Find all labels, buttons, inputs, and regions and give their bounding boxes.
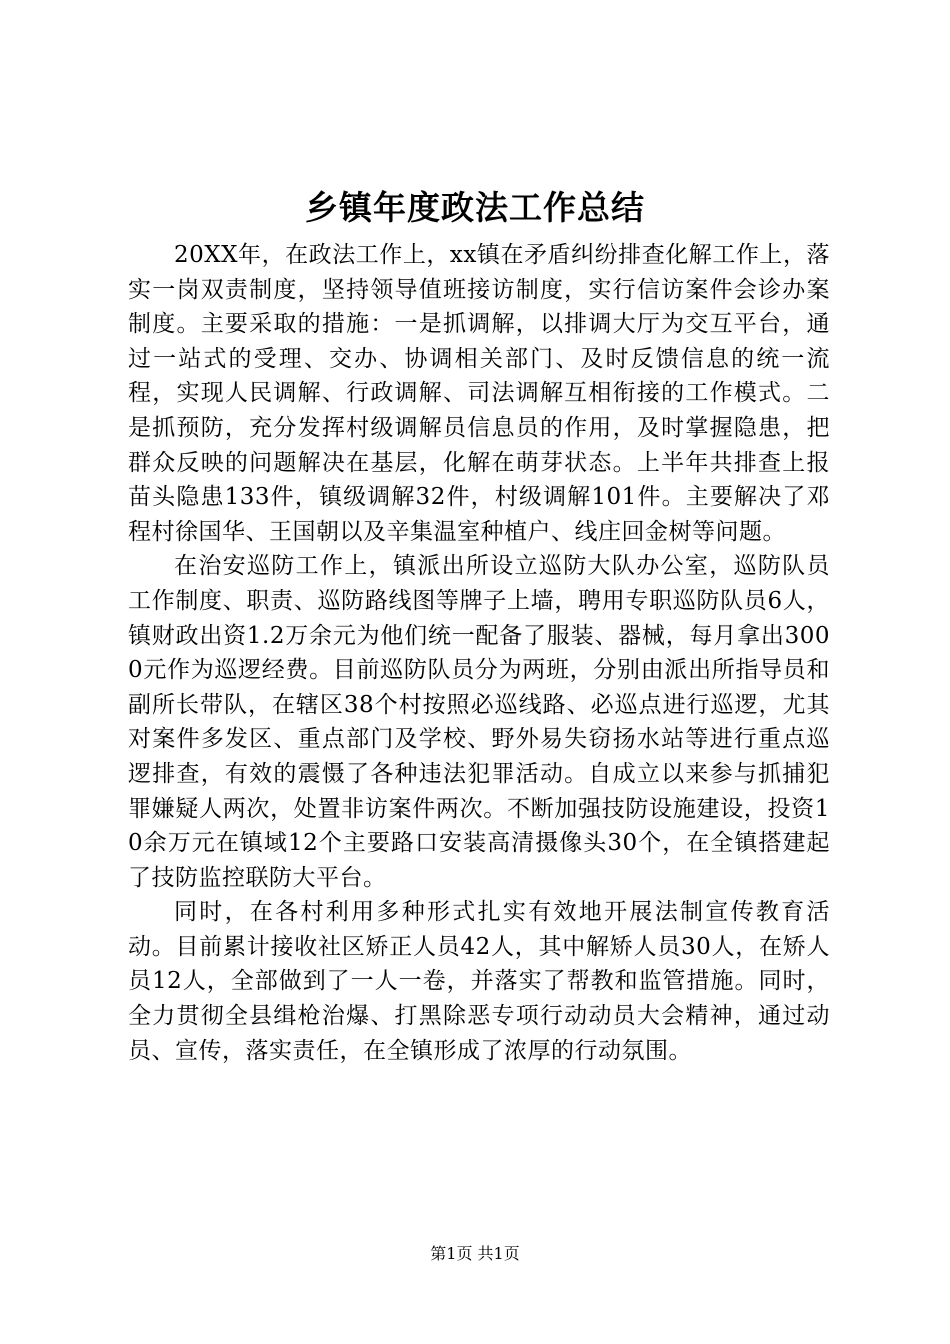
paragraph-legal-education: 同时，在各村利用多种形式扎实有效地开展法制宣传教育活动。目前累计接收社区矫正人员42人，其中解矫人员30人，在矫人员12人，全部做到了一人一卷，并落实了帮教和监管措施。同时，全力贯彻全县缉枪治爆、打黑除恶专项行动动员大会精神，通过动员、宣传，落实责任，在全镇形成了浓厚的行动氛围。 [128,899,830,1064]
paragraph-patrol: 在治安巡防工作上，镇派出所设立巡防大队办公室，巡防队员工作制度、职责、巡防路线图等牌子上墙，聘用专职巡防队员6人，镇财政出资1.2万余元为他们统一配备了服装、器械，每月拿出3000元作为巡逻经费。目前巡防队员分为两班，分别由派出所指导员和副所长带队，在辖区38个村按照必巡线路、必巡点进行巡逻，尤其对案件多发区、重点部门及学校、野外易失窃扬水站等进行重点巡逻排查，有效的震慑了各种违法犯罪活动。自成立以来参与抓捕犯罪嫌疑人两次，处置非访案件两次。不断加强技防设施建设，投资10余万元在镇域12个主要路口安装高清摄像头30个，在全镇搭建起了技防监控联防大平台。 [128,553,830,891]
document-title: 乡镇年度政法工作总结 [305,188,645,227]
page-footer: 第1页 共1页 [430,1244,520,1263]
paragraph-mediation: 20XX年，在政法工作上，xx镇在矛盾纠纷排查化解工作上，落实一岗双责制度，坚持领导值班接访制度，实行信访案件会诊办案制度。主要采取的措施：一是抓调解，以排调大厅为交互平台，通过一站式的受理、交办、协调相关部门、及时反馈信息的统一流程，实现人民调解、行政调解、司法调解互相衔接的工作模式。二是抓预防，充分发挥村级调解员信息员的作用，及时掌握隐患，把群众反映的问题解决在基层，化解在萌芽状态。上半年共排查上报苗头隐患133件，镇级调解32件，村级调解101件。主要解决了邓程村徐国华、王国朝以及辛集温室种植户、线庄回金树等问题。 [128,242,830,545]
document-body [128,238,830,1068]
